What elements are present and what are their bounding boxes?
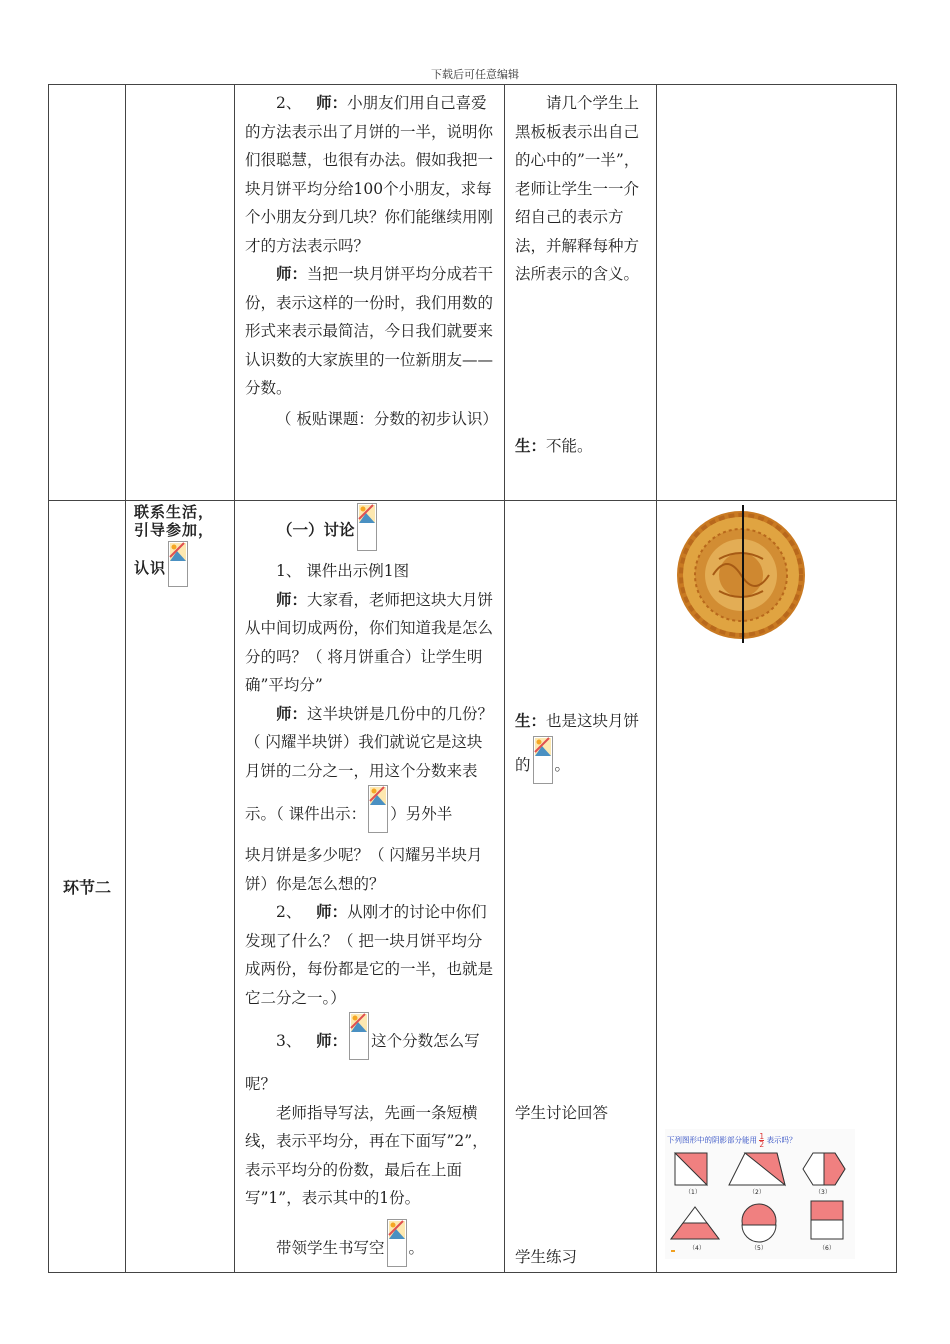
segment-label: 环节二 [62, 878, 111, 897]
teacher-paragraph: 呢？ [245, 1075, 277, 1093]
shape-label: （1） [685, 1189, 701, 1196]
shape-label: （4） [689, 1245, 705, 1252]
student-answer: 生：不能。 [515, 436, 593, 455]
teacher-paragraph: 师：这半块饼是几份中的几份？（ 闪耀半块饼）我们就说它是这块月饼的二分之一，用这个分数来表示。（ 课件出示： ）另外半 [245, 700, 496, 834]
fraction-image-placeholder [368, 785, 388, 833]
goal-line: 引导参加， [134, 521, 215, 539]
fraction-image-placeholder [387, 1219, 407, 1267]
segment-cell [49, 501, 126, 1273]
table-row [49, 501, 897, 1273]
segment-cell [49, 85, 126, 501]
exercise-image [665, 1129, 855, 1259]
student-answer: 生：也是这块月饼 的 。 [515, 707, 651, 784]
goal-line: 认识 [134, 541, 228, 587]
teacher-paragraph: 师：当把一块月饼平均分成若干份，表示这样的一份时，我们用数的形式来表示最简洁，今日我们就要来认识数的大家族里的一位新朋友——分数。 [245, 264, 494, 397]
teacher-paragraph: 带领学生书写空 。 [245, 1219, 496, 1267]
fraction-image-placeholder [533, 736, 553, 784]
shape-label: （3） [815, 1189, 831, 1196]
student-practice-note: 学生练习 [515, 1248, 578, 1266]
board-title-note: （ 板贴课题：分数的初步认识） [276, 409, 498, 428]
shape-label: （6） [819, 1245, 835, 1252]
student-activity-cell [505, 85, 657, 501]
goal-line: 联系生活， [134, 503, 215, 521]
goal-cell [126, 85, 235, 501]
shape-label: （2） [749, 1189, 765, 1196]
media-cell [657, 85, 897, 501]
teacher-paragraph: 3、 师： 这个分数怎么写 [245, 1012, 496, 1060]
mooncake-image [669, 503, 819, 645]
teacher-paragraph: 块月饼是多少呢？（ 闪耀另半块月饼）你是怎么想的？ [245, 846, 483, 893]
discussion-heading: （一）讨论 [277, 503, 496, 551]
teacher-paragraph: 2、 师：小朋友们用自己喜爱的方法表示出了月饼的一半，说明你们很聪慧，也很有办法。假如我把一块月饼平均分给100个小朋友，求每个小朋友分到几块？你们能继续用刚才的方法表示吗？ [245, 93, 494, 255]
page-header: 下载后可任意编辑 [431, 68, 519, 81]
fraction-image-placeholder [349, 1012, 369, 1060]
lesson-plan-table [48, 84, 897, 1273]
broken-image-icon [357, 503, 377, 551]
teacher-paragraph: 2、 师：从刚才的讨论中你们发现了什么？（ 把一块月饼平均分成两份，每份都是它的一半，也就是它二分之一。） [245, 902, 494, 1007]
teacher-paragraph: 师：大家看，老师把这块大月饼从中间切成两份，你们知道我是怎么分的吗？（ 将月饼重合）让学生明确”平均分” [245, 589, 494, 694]
media-cell [657, 501, 897, 1273]
teacher-activity-cell [235, 85, 505, 501]
broken-image-icon [168, 541, 188, 587]
table-row [49, 85, 897, 501]
teacher-activity-cell [235, 501, 505, 1273]
exercise-title: 下列图形中的阴影部分能用 $\frac{1}{2}$ 表示吗？ [667, 1132, 797, 1149]
student-activity-cell [505, 501, 657, 1273]
student-discussion-note: 学生讨论回答 [515, 1104, 609, 1122]
student-activity-text: 请几个学生上黑板板表示出自己的心中的”一半”，老师让学生一一介绍自己的表示方法，并解释每种方法所表示的含义。 [515, 94, 640, 283]
teacher-paragraph: 老师指导写法，先画一条短横线，表示平均分，再在下面写”2”， 表示平均分的份数，最后在上面写”1”，表示其中的1份。 [245, 1103, 488, 1207]
teacher-paragraph: 1、 课件出示例1图 [276, 562, 410, 580]
shape-label: （5） [751, 1245, 767, 1252]
goal-cell [126, 501, 235, 1273]
